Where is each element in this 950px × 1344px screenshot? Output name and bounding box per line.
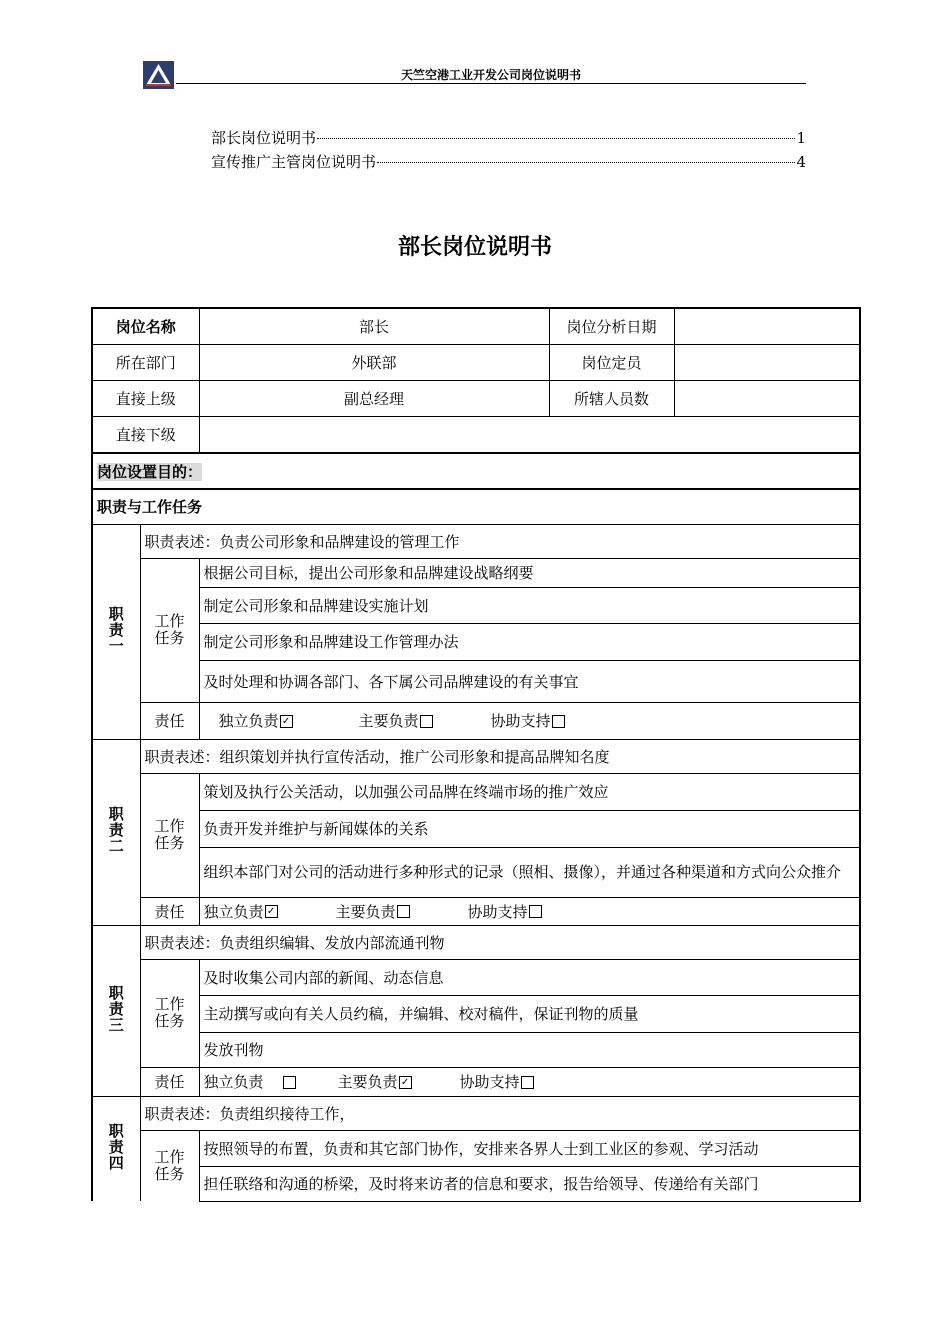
duty-2-task-2: 负责开发并维护与新闻媒体的关系 xyxy=(199,810,860,847)
independent-option-label: 独立负责 xyxy=(203,1073,264,1091)
toc-entry-page: 4 xyxy=(796,153,806,171)
independent-option-label: 独立负责 xyxy=(218,712,279,730)
duty-2-statement: 职责表述：组织策划并执行宣传活动，推广公司形象和提高品牌知名度 xyxy=(140,739,860,773)
analysis-date-label: 岗位分析日期 xyxy=(549,308,674,344)
position-name-value: 部长 xyxy=(199,308,549,344)
assist-option-label: 协助支持 xyxy=(459,1073,520,1091)
toc-leader xyxy=(377,162,795,163)
toc-entry[interactable] xyxy=(211,151,806,171)
duty-label-cell xyxy=(92,925,140,1096)
checkbox-checked-icon[interactable]: ✓ xyxy=(280,715,293,728)
duty-2-task-3: 组织本部门对公司的活动进行多种形式的记录（照相、摄像），并通过各种渠道和方式向公众推介 xyxy=(199,847,860,897)
purpose-label: 岗位设置目的： xyxy=(97,462,203,481)
duty-3-task-3: 发放刊物 xyxy=(199,1032,860,1067)
duty-1-task-1: 根据公司目标，提出公司形象和品牌建设战略纲要 xyxy=(199,558,860,587)
duty-2-task-1: 策划及执行公关活动，以加强公司品牌在终端市场的推广效应 xyxy=(199,773,860,810)
document-title: 部长岗位说明书 xyxy=(397,235,552,260)
header-title: 天竺空港工业开发公司岗位说明书 xyxy=(400,68,581,82)
checkbox-empty-icon[interactable] xyxy=(521,1076,534,1089)
task-label-text: 工作任务 xyxy=(154,1147,185,1183)
main-option-label: 主要负责 xyxy=(335,902,396,921)
duty-4-task-1: 按照领导的布置，负责和其它部门协作，安排来各界人士到工业区的参观、学习活动 xyxy=(199,1130,860,1166)
superior-label: 直接上级 xyxy=(92,380,199,416)
duty-label-cell xyxy=(92,1096,140,1201)
assist-option-label: 协助支持 xyxy=(467,902,528,921)
headcount-value xyxy=(674,344,860,380)
toc-entry-title: 宣传推广主管岗位说明书 xyxy=(211,153,377,171)
staff-count-label: 所辖人员数 xyxy=(549,380,674,416)
task-label-text: 工作任务 xyxy=(154,995,185,1030)
duties-heading: 职责与工作任务 xyxy=(92,489,860,524)
checkbox-empty-icon[interactable] xyxy=(283,1076,296,1089)
resp-label: 责任 xyxy=(140,897,199,925)
duty-3-statement: 职责表述：负责组织编辑、发放内部流通刊物 xyxy=(140,925,860,959)
checkbox-empty-icon[interactable] xyxy=(552,715,565,728)
position-name-label: 岗位名称 xyxy=(92,308,199,344)
staff-count-value xyxy=(674,380,860,416)
duty-3-task-1: 及时收集公司内部的新闻、动态信息 xyxy=(199,959,860,995)
assist-option-label: 协助支持 xyxy=(490,712,551,730)
duty-3-task-2: 主动撰写或向有关人员约稿，并编辑、校对稿件，保证刊物的质量 xyxy=(199,995,860,1032)
toc-entry-title: 部长岗位说明书 xyxy=(211,129,317,147)
job-description-table xyxy=(91,307,859,1202)
analysis-date-value xyxy=(674,308,860,344)
task-label-text: 工作任务 xyxy=(154,817,185,852)
task-label-text: 工作任务 xyxy=(154,612,185,647)
duty-1-task-2: 制定公司形象和品牌建设实施计划 xyxy=(199,587,860,623)
checkbox-checked-icon[interactable]: ✓ xyxy=(265,905,278,918)
duty-4-task-2: 担任联络和沟通的桥梁，及时将来访者的信息和要求，报告给领导、传递给有关部门 xyxy=(199,1166,860,1201)
task-label xyxy=(140,1130,199,1201)
main-option-label: 主要负责 xyxy=(358,712,419,730)
resp-label: 责任 xyxy=(140,1067,199,1096)
duty-2-label: 职责二 xyxy=(106,806,125,854)
duty-2-responsibility xyxy=(199,897,860,925)
toc-leader xyxy=(317,138,795,139)
duty-4-statement: 职责表述：负责组织接待工作， xyxy=(140,1096,860,1130)
task-label xyxy=(140,959,199,1067)
duty-label-cell xyxy=(92,739,140,925)
toc-entry-page: 1 xyxy=(796,129,806,147)
independent-option-label: 独立负责 xyxy=(203,902,264,921)
checkbox-empty-icon[interactable] xyxy=(529,905,542,918)
duty-1-statement: 职责表述：负责公司形象和品牌建设的管理工作 xyxy=(140,524,860,558)
resp-label: 责任 xyxy=(140,702,199,739)
subordinate-value xyxy=(199,416,860,453)
superior-value: 副总经理 xyxy=(199,380,549,416)
duty-1-label: 职责一 xyxy=(106,605,125,654)
purpose-row xyxy=(92,453,860,489)
department-value: 外联部 xyxy=(199,344,549,380)
checkbox-empty-icon[interactable] xyxy=(397,905,410,918)
department-label: 所在部门 xyxy=(92,344,199,380)
duty-1-task-3: 制定公司形象和品牌建设工作管理办法 xyxy=(199,623,860,660)
subordinate-label: 直接下级 xyxy=(92,416,199,453)
task-label xyxy=(140,773,199,897)
toc-entry[interactable] xyxy=(211,127,806,147)
main-option-label: 主要负责 xyxy=(337,1073,398,1091)
task-label xyxy=(140,558,199,702)
duty-1-responsibility xyxy=(199,702,860,739)
headcount-label: 岗位定员 xyxy=(549,344,674,380)
duty-1-task-4: 及时处理和协调各部门、各下属公司品牌建设的有关事宜 xyxy=(199,660,860,702)
duty-4-label: 职责四 xyxy=(106,1122,125,1171)
company-logo-icon xyxy=(143,61,174,89)
duty-label-cell xyxy=(92,524,140,739)
duty-3-responsibility xyxy=(199,1067,860,1096)
duty-3-label: 职责三 xyxy=(106,984,125,1033)
header-rule xyxy=(176,83,806,84)
checkbox-checked-icon[interactable]: ✓ xyxy=(399,1076,412,1089)
checkbox-empty-icon[interactable] xyxy=(420,715,433,728)
